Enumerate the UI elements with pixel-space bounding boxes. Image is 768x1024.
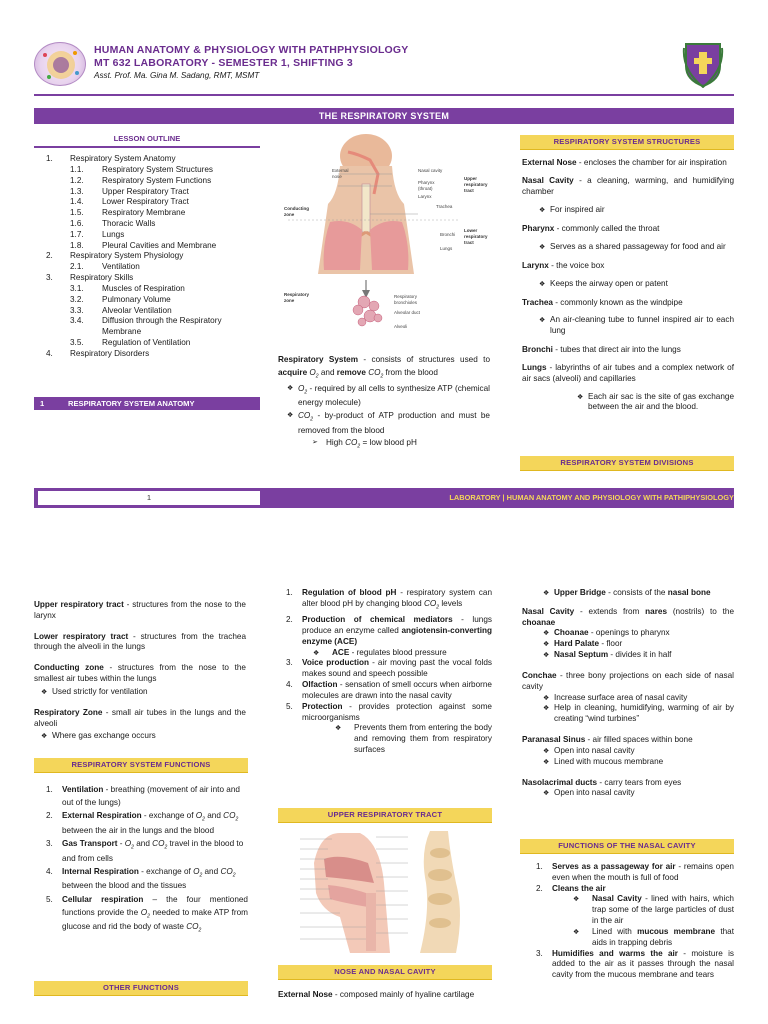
o2b-desc: - regulates blood pressure <box>349 647 447 657</box>
upper-bridge <box>540 588 734 599</box>
pharynx-bullets <box>522 242 734 253</box>
other-2-bullets <box>302 648 492 659</box>
outline-item <box>34 219 260 230</box>
pharynx-bullet: ❖ Serves as a shared passageway for food and air <box>536 242 734 253</box>
co2: CO <box>220 866 233 876</box>
upper-bridge-term: Upper Bridge <box>554 588 606 597</box>
conducting-bullet: ❖ Used strictly for ventilation <box>38 687 246 698</box>
nasal-term: Nasal Cavity <box>522 175 574 185</box>
lungs-bullet: ❖ Each air sac is the site of gas exchange between the air and the blood. <box>574 392 734 414</box>
co2: CO <box>345 438 358 448</box>
o3-term: Voice production <box>302 658 370 668</box>
nc-f1-term: Serves as a passageway for air <box>552 862 676 871</box>
o2: O <box>193 866 200 876</box>
f5-desc: – the four mentioned functions provide the <box>62 894 248 917</box>
lacrimal-bullets <box>522 788 734 799</box>
header-title-2: MT 632 LABORATORY - SEMESTER 1, SHIFTING 3 <box>94 57 353 69</box>
outline-item-number: 2.1. <box>70 262 84 272</box>
bronchi-term: Bronchi <box>522 345 553 355</box>
o2: O <box>140 907 148 917</box>
nc-function-1: 1. Serves as a passageway for air - remains open even when the mouth is full of food <box>536 862 734 882</box>
outline-item <box>34 349 260 360</box>
f1-term: Ventilation <box>62 785 104 794</box>
outline-item-label: Respiratory System Physiology <box>70 251 184 261</box>
fig-label-external-nose: External nose <box>332 168 349 179</box>
o5-desc: - provides protection against some microorganisms <box>302 701 492 722</box>
palate-term: Hard Palate <box>554 639 600 649</box>
resp-acquire: acquire <box>278 367 308 377</box>
other-4: 4. Olfaction - sensation of smell occurs when airborne molecules are drawn into the nasal cavity <box>286 680 492 700</box>
resp-and: and <box>318 367 337 377</box>
co2: CO <box>152 839 165 849</box>
o4-term: Olfaction <box>302 680 338 690</box>
f1-desc: - breathing (movement of air into and out of the lungs) <box>62 785 240 808</box>
lungs-term: Lungs <box>522 362 547 372</box>
pharynx-term: Pharynx <box>522 224 555 234</box>
larynx-bullets <box>522 279 734 290</box>
outline-item <box>34 262 260 273</box>
choanae-desc: - openings to pharynx <box>588 628 670 638</box>
o2-desc: - lungs produce an enzyme called <box>302 615 493 635</box>
fig-label-bronchi: Bronchi <box>440 232 456 237</box>
outline-item-label: Muscles of Respiration <box>102 283 185 293</box>
nasal-desc: - a cleaning, warming, and humidifying chamber <box>522 175 734 196</box>
co2: CO <box>298 411 311 421</box>
nc-function-2: 2. Cleans the air ❖ Nasal Cavity - lined with hairs, which trap some of the large particles of dust in the air ❖ Lined with mucous membrane that aids in trapping debris <box>530 884 734 949</box>
outline-item-number: 1.6. <box>70 218 84 228</box>
o2b-term: ACE <box>332 647 350 657</box>
outline-item-number: 1.8. <box>70 240 84 250</box>
f3-term: Gas Transport <box>62 839 118 849</box>
upper-tract-title: UPPER RESPIRATORY TRACT <box>278 808 492 823</box>
upper-desc: - structures from the nose to the larynx <box>34 600 246 620</box>
respzone-term: Respiratory Zone <box>34 707 103 717</box>
larynx-desc: - the voice box <box>548 260 605 270</box>
larynx-bullet: ❖ Keeps the airway open or patent <box>536 279 734 290</box>
sub: 2 <box>202 816 205 823</box>
respzone-bullets <box>34 731 246 742</box>
outline-item <box>34 176 260 187</box>
pharynx-desc: - commonly called the throat <box>554 224 660 234</box>
nasal-cavity-term: Nasal Cavity <box>522 606 575 616</box>
trachea-bullets <box>522 315 734 337</box>
nc-functions-title: FUNCTIONS OF THE NASAL CAVITY <box>520 839 734 854</box>
fig-label-lungs: Lungs <box>440 246 453 251</box>
outline-item-label: Pleural Cavities and Membrane <box>102 240 217 250</box>
resp-co2: CO <box>368 367 381 377</box>
other-3: 3. Voice production - air moving past the vocal folds makes sound and speech possible <box>286 658 492 679</box>
outline-item <box>34 241 260 252</box>
choanae-term: Choanae <box>554 628 589 638</box>
o5-bullet: ❖ Prevents them from entering the body and removing them from respiratory surfaces <box>332 723 492 755</box>
ext-nose-term: External Nose <box>522 158 577 167</box>
bronchi-desc: - tubes that direct air into the lungs <box>552 345 681 355</box>
resp-term: Respiratory System <box>278 355 359 364</box>
outline-item <box>34 154 260 165</box>
nc-f2-term: Cleans the air <box>552 883 606 893</box>
header-author: Asst. Prof. Ma. Gina M. Sadang, RMT, MSMT <box>94 71 260 80</box>
other-functions-list <box>280 588 492 756</box>
o3-desc: - air moving past the vocal folds makes sound and speech possible <box>302 658 492 679</box>
external-nose-2 <box>278 990 490 1001</box>
f2-term: External Respiration <box>62 811 142 821</box>
fig-label-respiratory-zone: Respiratory zone <box>284 292 310 303</box>
f3-end: travel in the blood to and from cells <box>62 839 244 863</box>
functions-list <box>40 783 248 935</box>
section-1-bar <box>34 397 260 410</box>
outline-item-label: Thoracic Walls <box>102 218 156 228</box>
conducting-term: Conducting zone <box>34 663 104 673</box>
sub: 2 <box>147 913 150 920</box>
choanae: choanae <box>522 617 556 627</box>
nasal-content <box>522 588 734 799</box>
upper-bridge-list <box>522 588 734 599</box>
outline-item <box>34 273 260 284</box>
o4-desc: - sensation of smell occurs when airborne molecules are drawn into the nasal cavity <box>302 680 492 700</box>
fig-label-pharynx: Pharynx (throat) <box>418 180 435 191</box>
conducting-bullets <box>34 687 246 698</box>
nc-f2a-desc: - lined with hairs, which trap some of the large particles of dust in the air <box>592 894 734 926</box>
outline-item-label: Respiratory System Structures <box>102 164 214 174</box>
section-1-title: RESPIRATORY SYSTEM ANATOMY <box>68 399 195 408</box>
sub: 2 <box>436 604 440 611</box>
resp-bullet-co2 <box>284 410 490 451</box>
sub: 2 <box>310 416 314 423</box>
outline-item-number: 3.3. <box>70 305 84 315</box>
o2-term: Production of chemical mediators <box>302 615 453 625</box>
crest-logo <box>682 40 724 88</box>
trachea-bullet: ❖ An air-cleaning tube to funnel inspired air to each lung <box>536 315 734 337</box>
outline-item-label: Pulmonary Volume <box>102 294 171 304</box>
nasal-bullets <box>522 205 734 216</box>
outline-item-label: Lungs <box>102 229 125 239</box>
resp-b3: High <box>326 438 346 448</box>
trachea-desc: - commonly known as the windpipe <box>552 297 683 307</box>
fig-label-lower-tract: Lower respiratory tract <box>464 228 488 245</box>
function-4: 4. Internal Respiration - exchange of $O_2$ and $CO_2$ between the blood and the tissues <box>46 866 236 891</box>
f4-end: between the blood and the tissues <box>62 881 187 891</box>
outline-item-number: 1.1. <box>70 164 84 174</box>
o2-ace: angiotensin-converting enzyme (ACE) <box>302 625 492 646</box>
footer-bar <box>34 488 734 508</box>
nc-f2b-term: mucous membrane <box>637 926 716 936</box>
f4-term: Internal Respiration <box>62 866 139 876</box>
outline-list <box>34 154 260 360</box>
o5-term: Protection <box>302 701 343 711</box>
fig-label-trachea: Trachea <box>436 204 453 209</box>
f2-desc: - exchange of <box>141 811 196 821</box>
section-1-number: 1 <box>40 399 45 408</box>
f5-term: Cellular respiration <box>62 894 144 904</box>
nasal-cavity-bullets <box>522 628 734 660</box>
other-2-bullet <box>310 648 492 659</box>
function-2: 2. External Respiration - exchange of $O_2$ and $CO_2$ between the air in the lungs and the blood <box>46 811 239 835</box>
main-title: THE RESPIRATORY SYSTEM <box>34 108 734 124</box>
conchae-bullet-1: ❖ Increase surface area of nasal cavity <box>540 693 734 704</box>
ext-nose-desc: - encloses the chamber for air inspiration <box>576 158 727 167</box>
o2: O <box>298 384 305 394</box>
o1-term: Regulation of blood pH <box>302 588 397 597</box>
outline-item-label: Respiratory Disorders <box>70 348 150 358</box>
resp-remove: remove <box>336 367 366 377</box>
sub: 2 <box>131 844 134 851</box>
function-5: 5. Cellular respiration – the four mentioned functions provide the $O_2$ needed to make ATP from glucose and rid the body of waste $CO_2$ <box>46 894 248 934</box>
outline-item-label: Respiratory System Anatomy <box>70 154 176 164</box>
outline-item-number: 1.2. <box>70 175 84 185</box>
other-functions-title: OTHER FUNCTIONS <box>34 981 248 996</box>
outline-item-label: Upper Respiratory Tract <box>102 186 189 196</box>
larynx-term: Larynx <box>522 260 549 270</box>
nc-f2a-term: Nasal Cavity <box>592 894 642 904</box>
respiratory-system-def <box>278 354 490 452</box>
outline-item <box>34 230 260 241</box>
outline-item-number: 1.7. <box>70 229 84 239</box>
sub: 2 <box>198 927 202 934</box>
respzone-desc: - small air tubes in the lungs and the alveoli <box>34 707 246 728</box>
co2: CO <box>424 598 437 608</box>
fig-label-nasal-cavity: Nasal cavity <box>418 168 443 173</box>
sub: 2 <box>315 373 319 380</box>
fig-label-upper-tract: Upper respiratory tract <box>464 176 488 193</box>
nose-nasal-title: NOSE AND NASAL CAVITY <box>278 965 492 980</box>
outline-item <box>34 316 260 338</box>
respzone-bullet: ❖ Where gas exchange occurs <box>38 731 246 742</box>
nc-function-3: 3. Humidifies and warms the air - moisture is added to the air as it passes through the nasal cavity from the mucous membrane and tears <box>536 948 734 980</box>
sinus-bullets <box>522 746 734 768</box>
o2: O <box>124 839 132 849</box>
outline-item-label: Respiratory System Functions <box>102 175 212 185</box>
conchae-bullet-2: ❖ Help in cleaning, humidifying, warming of air by creating “wind turbines” <box>540 703 734 725</box>
structures-list <box>522 158 734 420</box>
lesson-outline-title: LESSON OUTLINE <box>34 134 260 148</box>
resp-bullet-ph <box>308 437 490 451</box>
palate-bullet <box>540 639 734 650</box>
footer-text: LABORATORY | HUMAN ANATOMY AND PHYSIOLOGY WITH PATHIPHYSIOLOGY <box>449 493 734 502</box>
lungs-desc: - labyrinths of air tubes and a complex network of air sacs (alveoli) and capillaries <box>522 362 734 383</box>
nc-f2-bullet-2 <box>570 927 734 949</box>
sinus-bullet-2: ❖ Lined with mucous membrane <box>540 757 734 768</box>
outline-item-label: Respiratory Membrane <box>102 208 186 218</box>
outline-item-number: 3.4. <box>70 316 84 326</box>
o2: O <box>195 811 203 821</box>
trachea-term: Trachea <box>522 297 553 307</box>
outline-item <box>34 251 260 262</box>
outline-item-number: 2. <box>46 251 53 261</box>
nasal-cavity-desc: - extends from <box>574 606 646 616</box>
sub: 2 <box>235 816 239 823</box>
f3-and: and <box>133 839 153 849</box>
outline-item-label: Respiratory Skills <box>70 273 134 283</box>
nc-f2b-pre: Lined with <box>592 926 638 936</box>
fig-label-alveolar-duct: Alveolar duct <box>394 310 421 315</box>
septum-bullet <box>540 650 734 661</box>
outline-item-number: 3.5. <box>70 338 84 348</box>
fig-label-alveoli: Alveoli <box>394 324 408 329</box>
conducting-desc: - structures from the nose to the smallest air tubes within the lungs <box>34 663 246 684</box>
lacrimal-term: Nasolacrimal ducts <box>522 777 598 787</box>
outline-item-number: 1.5. <box>70 208 84 218</box>
outline-item-number: 1. <box>46 154 53 164</box>
resp-b2: - by-product of ATP production and must be removed from the blood <box>298 411 490 435</box>
conchae-desc: - three bony projections on each side of nasal cavity <box>522 670 734 691</box>
fig-label-bronchioles: Respiratory bronchioles <box>394 294 418 305</box>
septum-desc: - divides it in half <box>608 650 672 660</box>
nc-f1-desc: - remains open even when the mouth is full of food <box>552 862 734 882</box>
outline-item-number: 3.2. <box>70 294 84 304</box>
nc-f2b-desc: that aids in trapping debris <box>592 926 734 947</box>
ext-nose2-term: External Nose <box>278 990 333 999</box>
outline-item-label: Diffusion through the Respiratory Membrane <box>102 316 222 337</box>
respiratory-system-figure <box>278 134 506 344</box>
f2-end: between the air in the lungs and the blood <box>62 825 215 835</box>
nares: nares <box>645 606 668 616</box>
other-1: 1. Regulation of blood pH - respiratory system can alter blood pH by changing blood $CO_2$ levels <box>286 588 492 611</box>
nc-f2-bullets <box>552 894 734 948</box>
sub: 2 <box>304 389 308 396</box>
choanae-bullet <box>540 628 734 639</box>
nc-functions-list <box>530 862 734 981</box>
lower-desc: - structures from the trachea through the alveoli in the lungs <box>34 631 246 652</box>
outline-item-number: 3.1. <box>70 283 84 293</box>
outline-item <box>34 187 260 198</box>
other-2: 2. Production of chemical mediators - lungs produce an enzyme called angiotensin-converting enzyme (ACE) ❖ ACE - regulates blood pressure <box>280 615 492 658</box>
conchae-term: Conchae <box>522 670 557 680</box>
resp-bullet-o2 <box>284 383 490 410</box>
outline-item <box>34 338 260 349</box>
fig-label-conducting-zone: Conducting zone <box>284 206 309 217</box>
lacrimal-bullet: ❖ Open into nasal cavity <box>540 788 734 799</box>
resp-b3b: = low blood pH <box>360 438 417 448</box>
nc-f3-desc: - moisture is added to the air as it passes through the nasal cavity from the mucous membrane and tears <box>552 948 734 980</box>
outline-item <box>34 208 260 219</box>
lesson-outline <box>34 134 260 360</box>
resp-bullets <box>278 383 490 452</box>
nc-f3-term: Humidifies and warms the air <box>552 948 678 958</box>
outline-item <box>34 197 260 208</box>
outline-item-number: 1.3. <box>70 186 84 196</box>
lacrimal-desc: - carry tears from eyes <box>597 777 682 787</box>
nasal-cavity-end: (nostrils) to the <box>667 606 734 616</box>
footer-page-number: 1 <box>146 493 152 502</box>
outline-item <box>34 165 260 176</box>
resp-sub-bullets <box>298 437 490 451</box>
lower-term: Lower respiratory tract <box>34 631 129 641</box>
f5-end: needed to make ATP from glucose and rid the body of waste <box>62 907 248 932</box>
sinus-desc: - air filled spaces within bone <box>585 735 693 745</box>
upper-tract-figure <box>280 823 490 955</box>
resp-def-a: - consists of structures used to <box>358 355 491 364</box>
header-title-1: HUMAN ANATOMY & PHYSIOLOGY WITH PATHPHYSIOLOGY <box>94 44 409 56</box>
sub: 2 <box>164 844 168 851</box>
co2: CO <box>223 811 236 821</box>
co2: CO <box>186 922 199 932</box>
outline-item-number: 1.4. <box>70 197 84 207</box>
sub: 2 <box>380 373 384 380</box>
fig-label-larynx: Larynx <box>418 194 432 199</box>
outline-item <box>34 284 260 295</box>
sub: 2 <box>232 872 236 879</box>
other-5: 5. Protection - provides protection against some microorganisms ❖ Prevents them from entering the body and removing them from respiratory surfaces <box>280 702 492 756</box>
upper-bridge-desc: - consists of the <box>605 588 668 597</box>
f4-desc: - exchange of <box>138 866 194 876</box>
outline-item-label: Lower Respiratory Tract <box>102 197 189 207</box>
resp-o2: O <box>309 367 316 377</box>
nc-f2-bullet-1 <box>570 894 734 926</box>
sinus-term: Paranasal Sinus <box>522 735 586 745</box>
palate-desc: - floor <box>599 639 623 649</box>
header <box>34 40 734 96</box>
outline-item-label: Alveolar Ventilation <box>102 305 172 315</box>
conchae-bullets <box>522 693 734 725</box>
ext-nose2-desc: - composed mainly of hyaline cartilage <box>332 990 475 999</box>
university-logo <box>34 42 86 86</box>
function-3: 3. Gas Transport - $O_2$ and $CO_2$ travel in the blood to and from cells <box>46 839 244 863</box>
divisions-title-top: RESPIRATORY SYSTEM DIVISIONS <box>520 456 734 471</box>
functions-title: RESPIRATORY SYSTEM FUNCTIONS <box>34 758 248 773</box>
upper-term: Upper respiratory tract <box>34 600 124 609</box>
header-rule <box>34 94 734 96</box>
sinus-bullet-1: ❖ Open into nasal cavity <box>540 746 734 757</box>
nasal-bone: nasal bone <box>667 588 711 597</box>
nasal-bullet: ❖ For inspired air <box>536 205 734 216</box>
septum-term: Nasal Septum <box>554 650 609 660</box>
sub: 2 <box>199 872 203 879</box>
sub: 2 <box>357 443 361 450</box>
outline-item-number: 3. <box>46 273 53 283</box>
function-1: 1. Ventilation - breathing (movement of air into and out of the lungs) <box>46 785 240 808</box>
lungs-bullets <box>522 392 734 414</box>
resp-b1: - required by all cells to synthesize ATP (chemical energy molecule) <box>298 384 490 408</box>
outline-item-label: Regulation of Ventilation <box>102 338 191 348</box>
structures-title: RESPIRATORY SYSTEM STRUCTURES <box>520 135 734 150</box>
outline-item-number: 4. <box>46 348 53 358</box>
other-5-bullets <box>302 723 492 755</box>
o1-end: levels <box>439 598 463 608</box>
outline-item <box>34 295 260 306</box>
outline-item <box>34 306 260 317</box>
footer-page-box <box>38 491 260 505</box>
o1-desc: - respiratory system can alter blood pH by changing blood <box>302 588 492 608</box>
outline-item-label: Ventilation <box>102 262 140 272</box>
divisions-content <box>34 600 246 742</box>
resp-from: from the blood <box>383 367 438 377</box>
